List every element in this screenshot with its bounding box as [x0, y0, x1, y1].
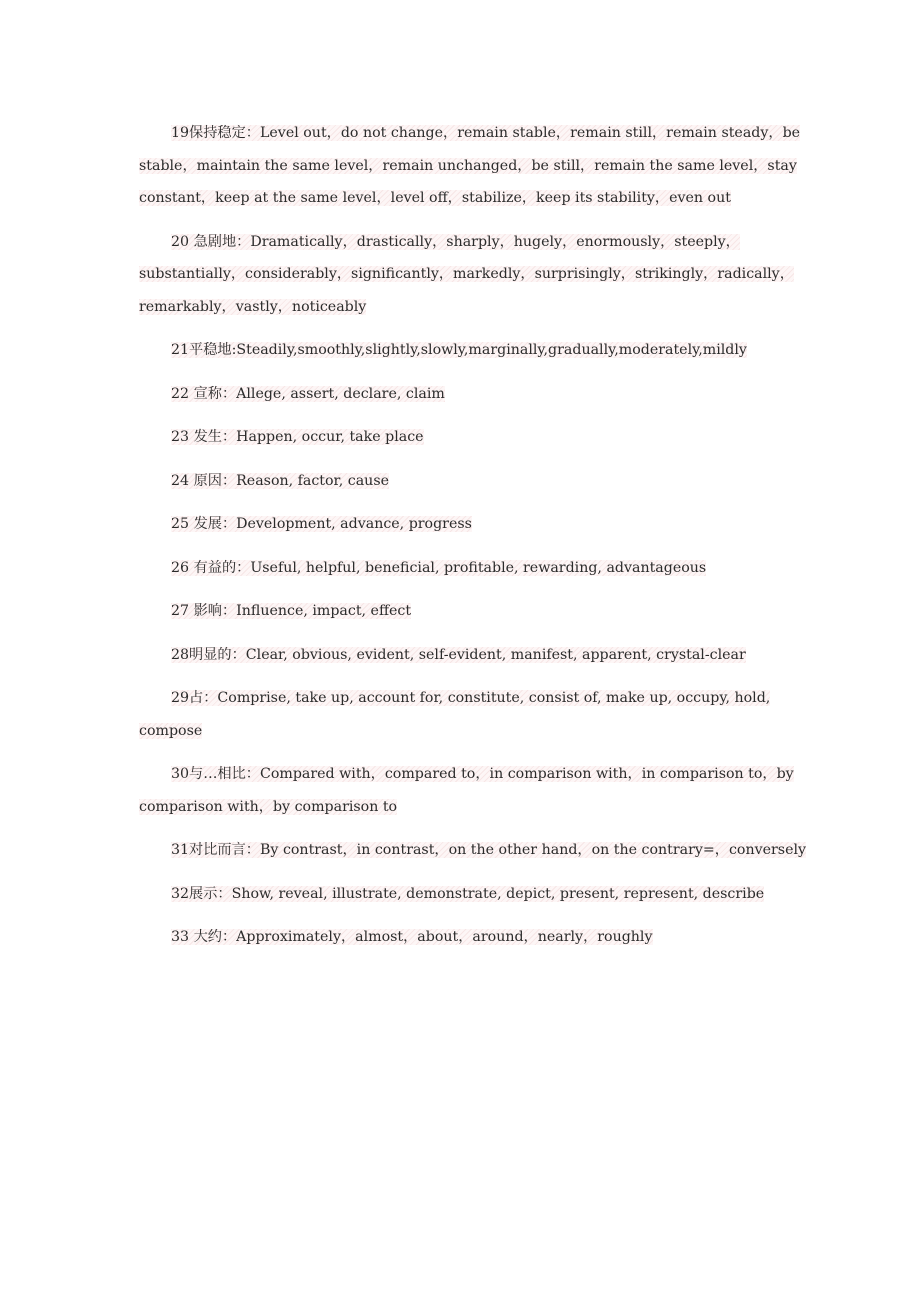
vocab-entry-22: [139, 378, 811, 411]
vocab-entry-26: [139, 552, 811, 585]
vocabulary-list: [139, 117, 811, 965]
vocab-entry-24: [139, 465, 811, 498]
vocab-entry-25: [139, 508, 811, 541]
entry-text: 32展示：Show, reveal, illustrate, demonstrate, depict, present, represent, describe: [171, 885, 765, 902]
entry-text: 23 发生：Happen, occur, take place: [171, 429, 424, 445]
vocab-entry-27: [139, 595, 811, 628]
vocab-entry-29: [139, 682, 811, 747]
vocab-entry-32: [139, 878, 811, 911]
entry-text: 22 宣称：Allege, assert, declare, claim: [171, 385, 445, 402]
entry-text: 20 急剧地：Dramatically，drastically，sharply，hugely，enormously，steeply，substantially，considerably，significantly，markedly，surprisingly，strikingly，radically，remarkably，vastly，noticeably: [139, 233, 794, 315]
vocab-entry-28: [139, 639, 811, 672]
vocab-entry-19: [139, 117, 811, 215]
vocab-entry-20: [139, 226, 811, 324]
entry-text: 29占：Comprise, take up, account for, constitute, consist of, make up, occupy, hold, compose: [139, 690, 771, 739]
entry-text: 24 原因：Reason, factor, cause: [171, 472, 390, 489]
entry-text: 19保持稳定：Level out，do not change，remain stable，remain still，remain steady，be stable，maintain the same level，remain unchanged，be still，remain the same level，stay constant，keep at the same level，level off，stabilize，keep its stability，even out: [139, 125, 801, 206]
vocab-entry-23: [139, 421, 811, 454]
vocab-entry-30: [139, 758, 811, 823]
entry-text: 30与…相比：Compared with，compared to，in comparison with，in comparison to，by comparison with，by comparison to: [139, 766, 794, 815]
entry-text: 26 有益的：Useful, helpful, beneficial, profitable, rewarding, advantageous: [171, 559, 707, 576]
vocab-entry-31: [139, 834, 811, 867]
vocab-entry-33: [139, 921, 811, 954]
entry-text: 25 发展：Development, advance, progress: [171, 516, 472, 532]
entry-text: 33 大约：Approximately，almost，about，around，nearly，roughly: [171, 929, 653, 945]
entry-text: 21平稳地:Steadily,smoothly,slightly,slowly,marginally,gradually,moderately,mildly: [171, 342, 747, 358]
entry-text: 27 影响：Influence, impact, effect: [171, 603, 412, 619]
entry-text: 31对比而言：By contrast，in contrast，on the other hand，on the contrary=，conversely: [171, 842, 807, 858]
vocab-entry-21: [139, 334, 811, 367]
entry-text: 28明显的：Clear, obvious, evident, self-evident, manifest, apparent, crystal-clear: [171, 646, 746, 663]
